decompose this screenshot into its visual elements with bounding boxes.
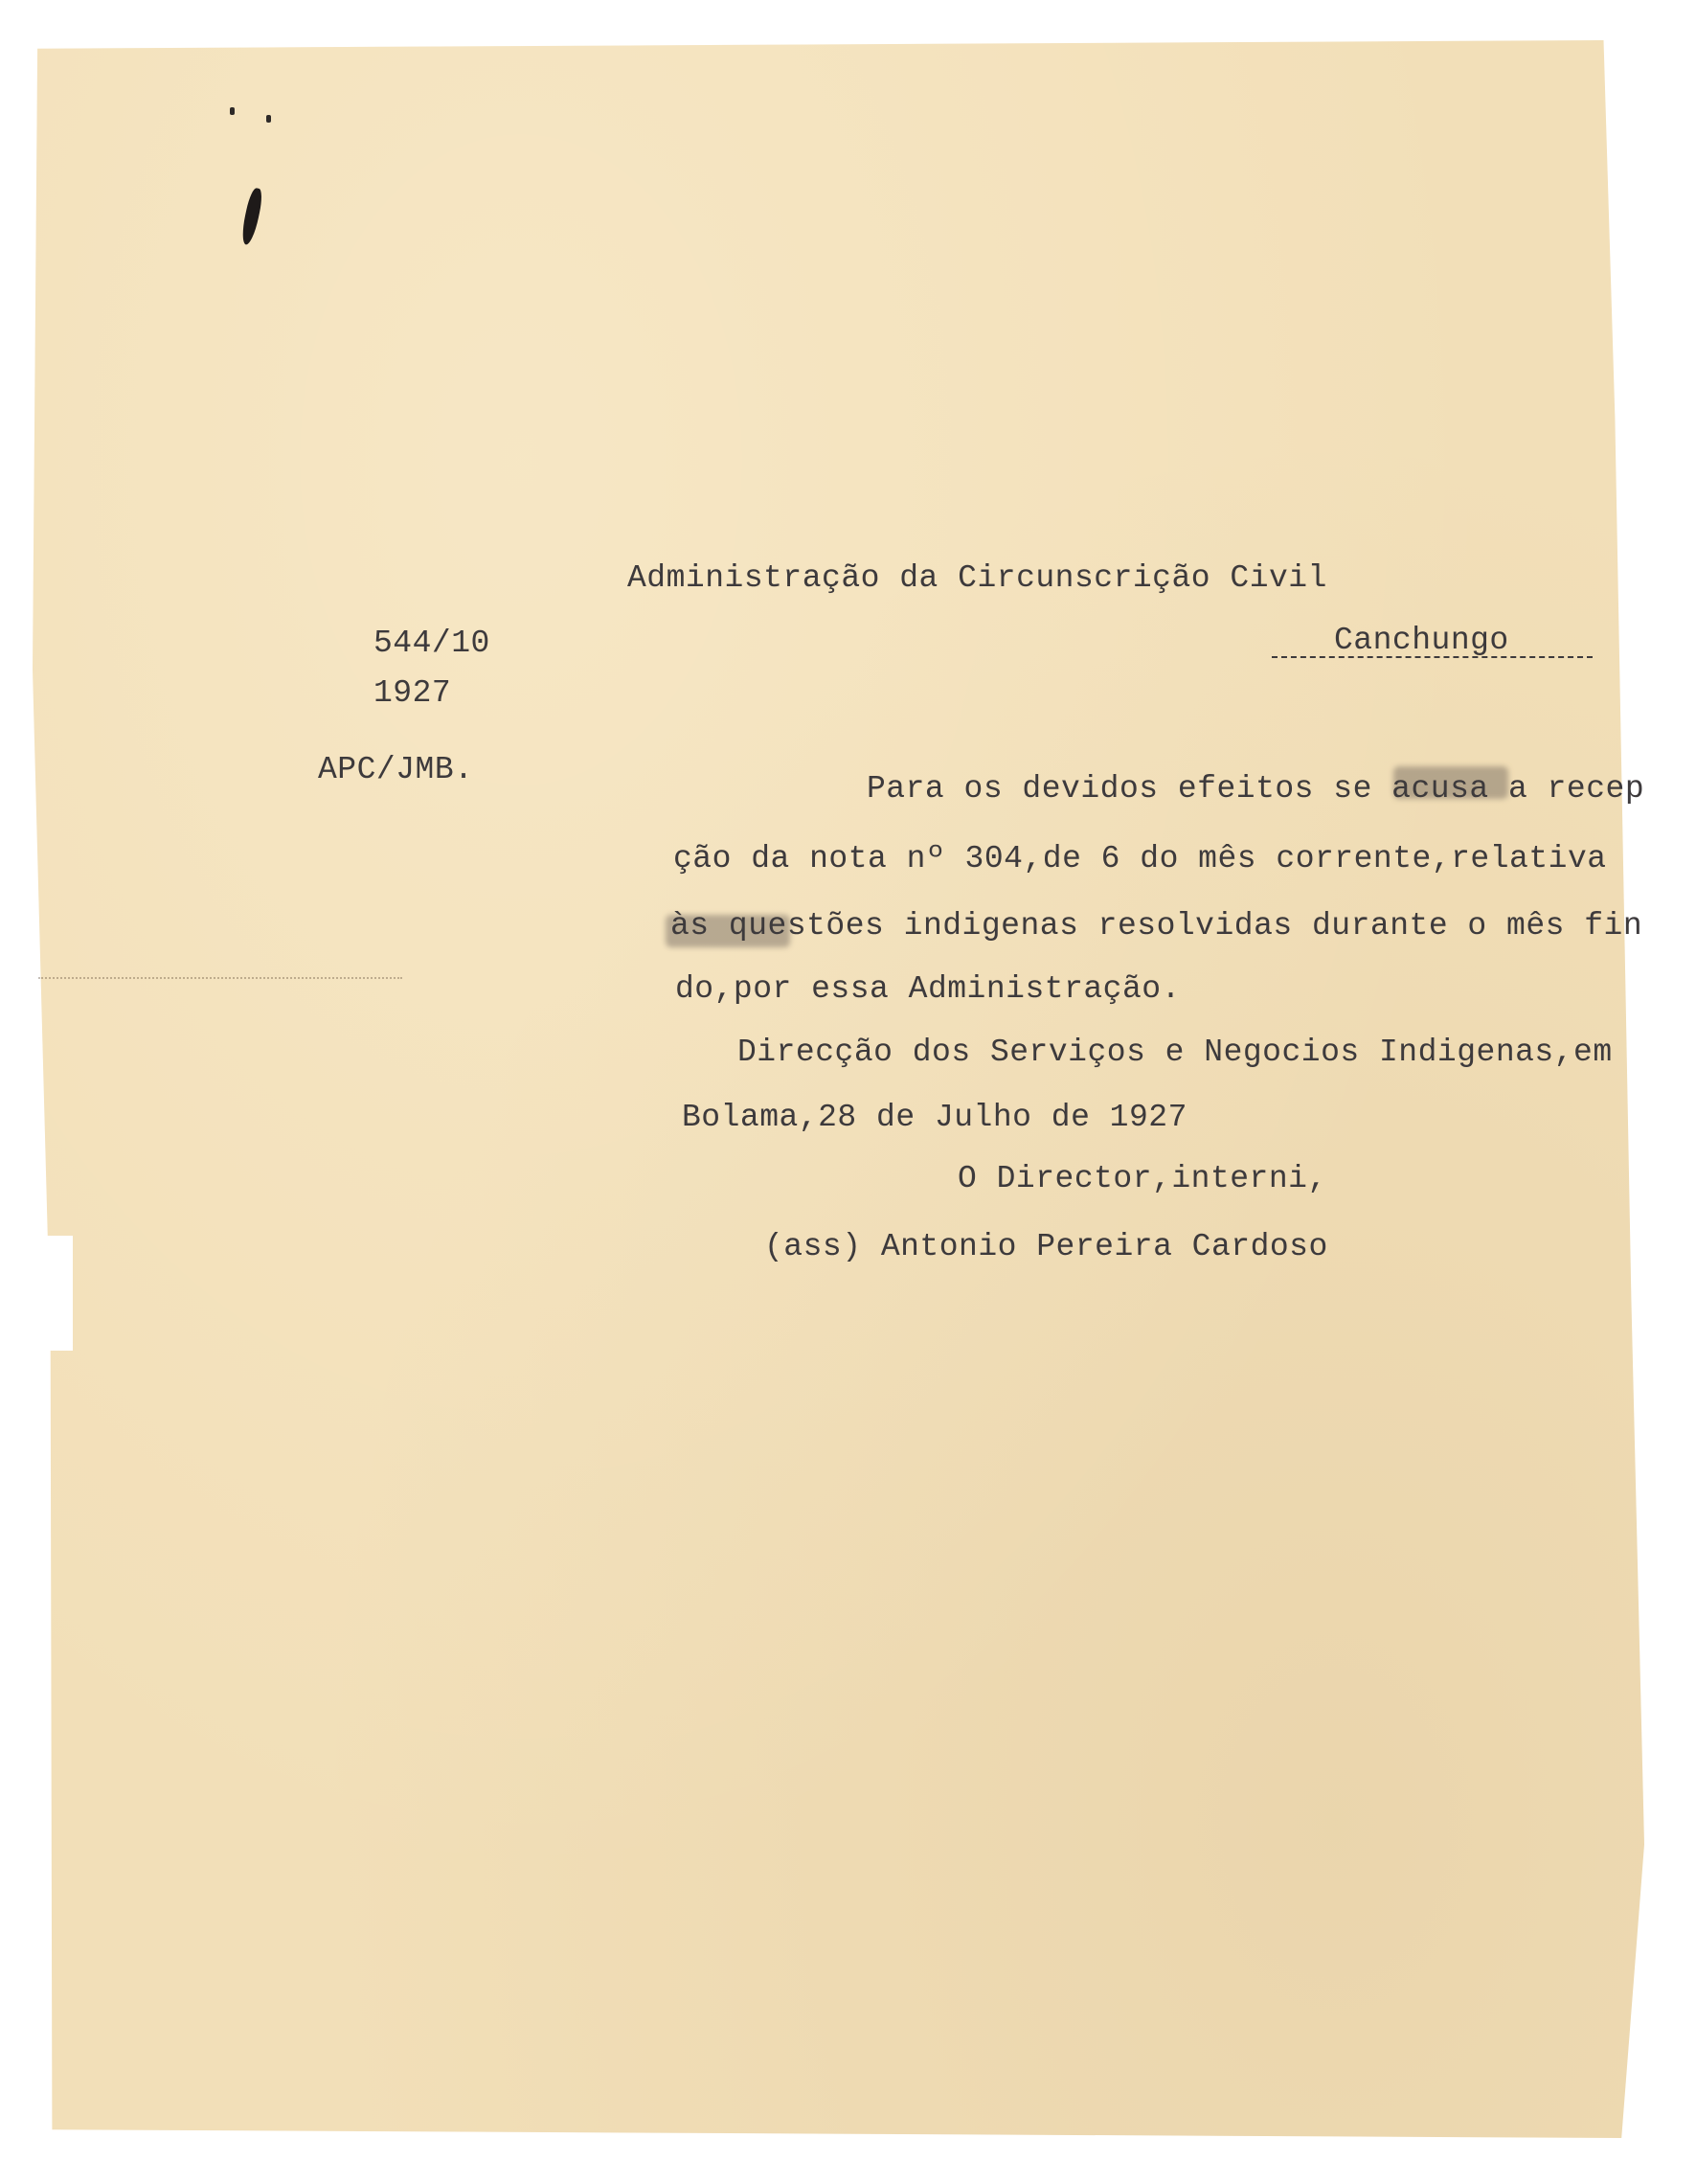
body-line: ção da nota nº 304,de 6 do mês corrente,relativa xyxy=(673,841,1607,876)
reference-year: 1927 xyxy=(373,675,452,711)
reference-initials: APC/JMB. xyxy=(318,752,474,787)
ink-dot xyxy=(230,107,235,115)
place-underline xyxy=(1272,656,1593,658)
paper-tear xyxy=(33,1236,73,1351)
body-line: às questões indigenas resolvidas durante o mês fin xyxy=(670,908,1643,944)
body-line: Para os devidos efeitos se acusa a recep xyxy=(867,771,1645,807)
ink-dot xyxy=(266,115,271,123)
office-heading: Administração da Circunscrição Civil xyxy=(627,560,1327,596)
reference-number: 544/10 xyxy=(373,626,490,661)
fold-line xyxy=(38,977,402,979)
place-name: Canchungo xyxy=(1334,623,1509,658)
body-line: Direcção dos Serviços e Negocios Indigenas,em xyxy=(737,1035,1613,1070)
paper-sheet xyxy=(33,40,1661,2138)
body-line: do,por essa Administração. xyxy=(675,971,1181,1007)
signatory-title: O Director,interni, xyxy=(958,1161,1327,1196)
signatory-name: (ass) Antonio Pereira Cardoso xyxy=(764,1229,1328,1264)
body-line: Bolama,28 de Julho de 1927 xyxy=(682,1100,1187,1135)
